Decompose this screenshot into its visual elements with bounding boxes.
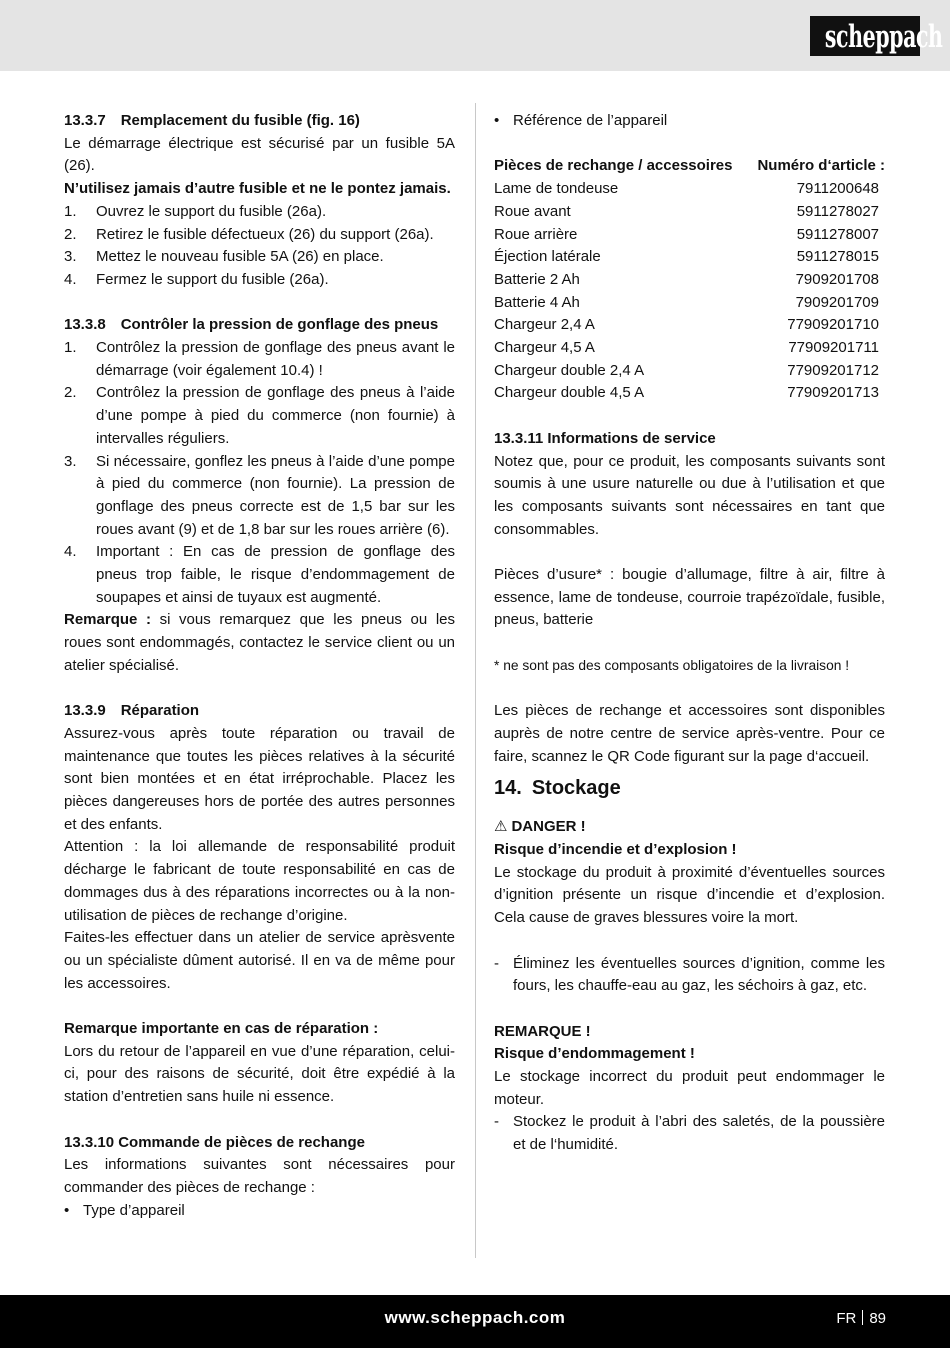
page-header: [0, 0, 950, 71]
list-item: 3. Si nécessaire, gonflez les pneus à l’aide d’une pompe à pied du commerce (non fournie). La pression de gonflage des pneus correcte est de 1,5 bar sur les roues avant (9) et de 1,8 bar sur les roues arrière (6).: [64, 452, 455, 538]
remark-label: REMARQUE !: [494, 1022, 591, 1040]
list-item: 1. Contrôlez la pression de gonflage des pneus avant le démarrage (voir également 10.4) !: [64, 339, 455, 379]
parts-table: [494, 178, 885, 405]
section-title-tyre-pressure: 13.3.8 Contrôler la pression de gonflage des pneus: [64, 316, 439, 334]
section-title-repair-note: Remarque importante en cas de réparation :: [64, 1020, 379, 1038]
chapter-heading-storage: 14. Stockage: [494, 777, 621, 800]
table-row: Chargeur 4,5 A 77909201711: [494, 339, 879, 357]
remark-paragraph: Remarque : si vous remarquez que les pneus ou les roues sont endommagés, contactez le service client ou un atelier spécialisé.: [64, 611, 455, 674]
paragraph: Le démarrage électrique est sécurisé par un fusible 5A (26).: [64, 134, 455, 175]
table-row: Lame de tondeuse 7911200648: [494, 180, 879, 198]
footnote: * ne sont pas des composants obligatoires de la livraison !: [494, 657, 850, 673]
list-item: 1. Ouvrez le support du fusible (26a).: [64, 202, 327, 220]
table-row: Chargeur 2,4 A 77909201710: [494, 316, 879, 334]
paragraph: Pièces d’usure* : bougie d’allumage, filtre à air, filtre à essence, lame de tondeuse, courroie trapézoïdale, fusible, pneus, batterie: [494, 566, 885, 629]
table-row: Batterie 2 Ah 7909201708: [494, 270, 879, 288]
table-row: Roue avant 5911278027: [494, 202, 879, 220]
page-number: FR 89: [836, 1310, 886, 1327]
list-item: - Éliminez les éventuelles sources d’ignition, comme les fours, les chauffe-eau au gaz, les séchoirs à gaz, etc.: [494, 954, 885, 995]
column-divider: [475, 103, 476, 1258]
paragraph: Le stockage du produit à proximité d’éventuelles sources d’ignition présente un risque d’incendie et d’explosion. Cela cause de graves blessures voire la mort.: [494, 863, 885, 927]
warning-text: N’utilisez jamais d’autre fusible et ne le pontez jamais.: [64, 180, 451, 198]
section-title-service-info: 13.3.11 Informations de service: [494, 429, 716, 447]
list-item: 4. Fermez le support du fusible (26a).: [64, 270, 329, 288]
list-item: 2. Contrôlez la pression de gonflage des pneus à l’aide d’une pompe à pied du commerce (non fournie) à intervalles réguliers.: [64, 384, 455, 447]
list-item: 4. Important : En cas de pression de gonflage des pneus trop faible, le risque d’endommagement de soupapes et ainsi de tuyaux est augmenté.: [64, 543, 455, 606]
list-item: 3. Mettez le nouveau fusible 5A (26) en place.: [64, 248, 384, 266]
table-row: Chargeur double 2,4 A 77909201712: [494, 361, 879, 379]
table-row: Chargeur double 4,5 A 77909201713: [494, 384, 879, 402]
paragraph: Lors du retour de l’appareil en vue d’une réparation, celui-ci, pour des raisons de sécurité, doit être expédié à la station d’entretien sans huile ni essence.: [64, 1042, 455, 1106]
parts-table-header: Pièces de rechange / accessoires Numéro d‘article :: [494, 157, 885, 175]
fuse-steps: [64, 201, 455, 292]
paragraph: Les informations suivantes sont nécessaires pour commander des pièces de rechange :: [64, 1156, 455, 1196]
section-title-repair: 13.3.9 Réparation: [64, 702, 200, 720]
list-item: • Type d’appareil: [64, 1201, 185, 1219]
list-item: - Stockez le produit à l’abri des saletés, de la poussière et de l‘humidité.: [494, 1113, 885, 1154]
paragraph: Notez que, pour ce produit, les composants suivants sont soumis à une usure naturelle ou due à l’utilisation et que les composants suivants sont nécessaires en tant que consommables.: [494, 452, 885, 538]
section-title-spare-parts: 13.3.10 Commande de pièces de rechange: [64, 1133, 365, 1151]
table-row: Roue arrière 5911278007: [494, 225, 879, 243]
danger-subtitle: Risque d’incendie et d’explosion !: [494, 841, 737, 859]
paragraph: Les pièces de rechange et accessoires sont disponibles auprès de notre centre de service après-ventre. Pour ce faire, scannez le QR Code figurant sur la page d‘accueil.: [494, 702, 885, 765]
warning-triangle-icon: ⚠: [494, 818, 508, 836]
paragraph: Assurez-vous après toute réparation ou travail de maintenance que toutes les pièces relatives à la sécurité sont bien montées et en état irréprochable. Placez les pièces dangereuses hors de portée des autres personnes et des enfants.: [64, 724, 455, 833]
right-column: [494, 110, 885, 1157]
paragraph: Attention : la loi allemande de responsabilité produit décharge le fabricant de toute responsabilité en cas de dommages dus à des réparations incorrectes ou à la non-utilisation de pièces de rechange d’origine.: [64, 838, 455, 924]
tyre-steps: [64, 337, 455, 609]
danger-label: ⚠ DANGER !: [494, 816, 885, 839]
paragraph: Faites-les effectuer dans un atelier de service aprèsvente ou un spécialiste dûment autorisé. Il en va de même pour les accessoires.: [64, 929, 455, 992]
page-footer: [0, 1295, 950, 1348]
website-link[interactable]: www.scheppach.com: [384, 1308, 566, 1327]
scheppach-logo: scheppach: [810, 16, 920, 56]
table-row: Éjection latérale 5911278015: [494, 248, 879, 266]
left-column: [64, 110, 455, 1222]
section-title-fuse: 13.3.7 Remplacement du fusible (fig. 16): [64, 112, 360, 129]
list-item: 2. Retirez le fusible défectueux (26) du support (26a).: [64, 225, 434, 243]
table-row: Batterie 4 Ah 7909201709: [494, 293, 879, 311]
list-item: • Référence de l’appareil: [494, 112, 668, 129]
paragraph: Le stockage incorrect du produit peut endommager le moteur.: [494, 1068, 885, 1108]
remark-subtitle: Risque d’endommagement !: [494, 1045, 695, 1063]
